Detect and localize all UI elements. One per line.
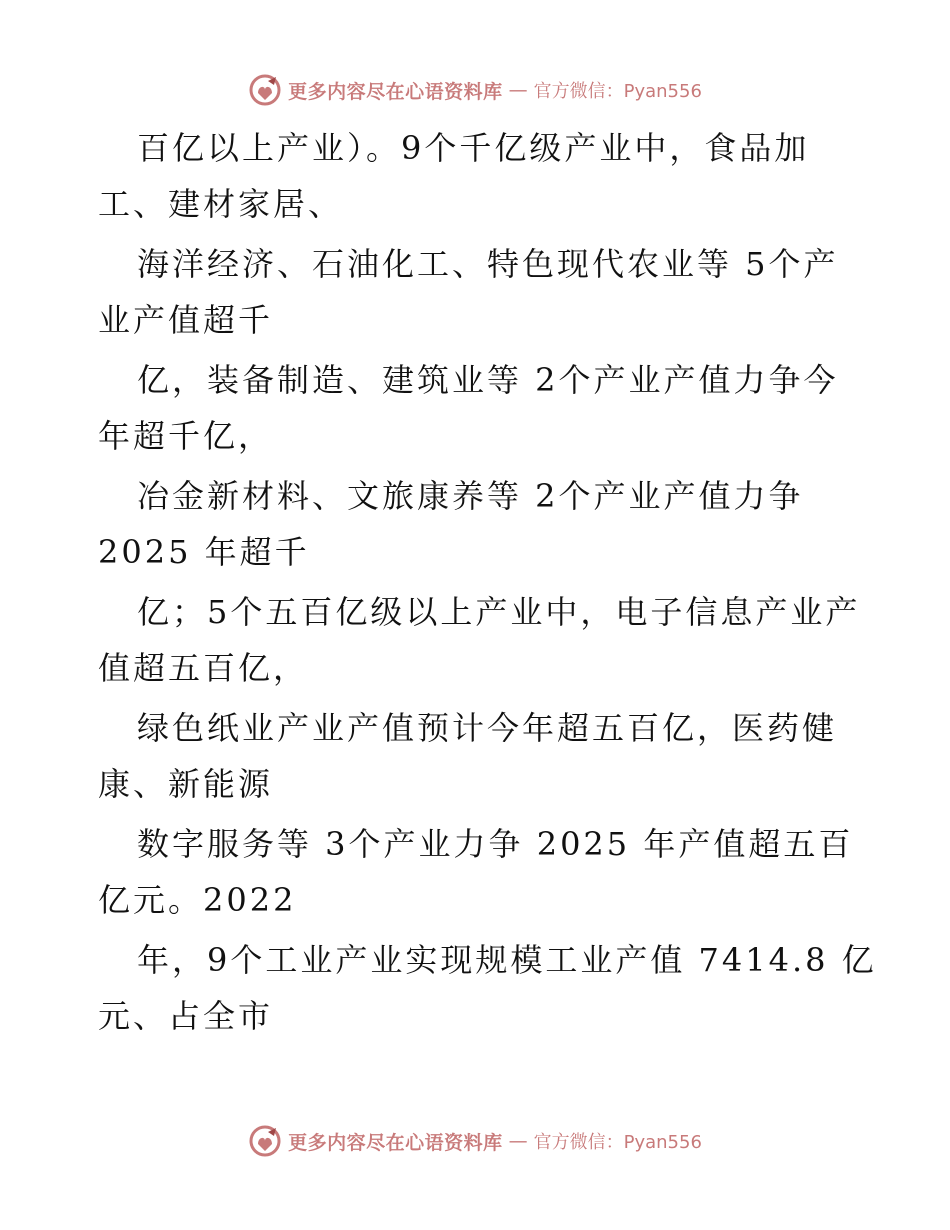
heart-pen-logo-icon	[248, 1124, 282, 1158]
text-line: 值超五百亿，	[98, 649, 309, 687]
header-watermark	[0, 70, 950, 110]
text-line: 冶金新材料、文旅康养等 2个产业产值力争	[137, 477, 804, 515]
text-line: 亿；5个五百亿级以上产业中，电子信息产业产	[137, 593, 861, 631]
text-line: 绿色纸业产业产值预计今年超五百亿，医药健	[137, 709, 838, 747]
footer-watermark	[0, 1121, 950, 1161]
text-line: 工、建材家居、	[98, 185, 344, 223]
watermark-text: 更多内容尽在心语资料库	[288, 1131, 503, 1154]
text-line: 数字服务等 3个产业力争 2025 年产值超五百	[137, 825, 854, 863]
text-line: 2025 年超千	[98, 533, 310, 571]
watermark-separator: —	[508, 79, 528, 101]
watermark-text: 更多内容尽在心语资料库	[288, 80, 503, 103]
text-line: 业产值超千	[98, 301, 274, 339]
text-line: 海洋经济、石油化工、特色现代农业等 5个产	[137, 245, 839, 283]
text-line: 年，9个工业产业实现规模工业产值 7414.8 亿	[137, 941, 877, 979]
watermark-contact: 官方微信：Pyan556	[533, 1132, 702, 1153]
text-line: 亿元。2022	[98, 881, 297, 919]
watermark-contact: 官方微信：Pyan556	[533, 81, 702, 102]
text-line: 亿，装备制造、建筑业等 2个产业产值力争今	[137, 361, 839, 399]
watermark-separator: —	[508, 1130, 528, 1152]
text-line: 康、新能源	[98, 765, 274, 803]
text-line: 年超千亿，	[98, 417, 274, 455]
text-line: 百亿以上产业）。9个千亿级产业中，食品加	[137, 129, 810, 167]
text-line: 元、占全市	[98, 997, 274, 1035]
heart-pen-logo-icon	[248, 73, 282, 107]
